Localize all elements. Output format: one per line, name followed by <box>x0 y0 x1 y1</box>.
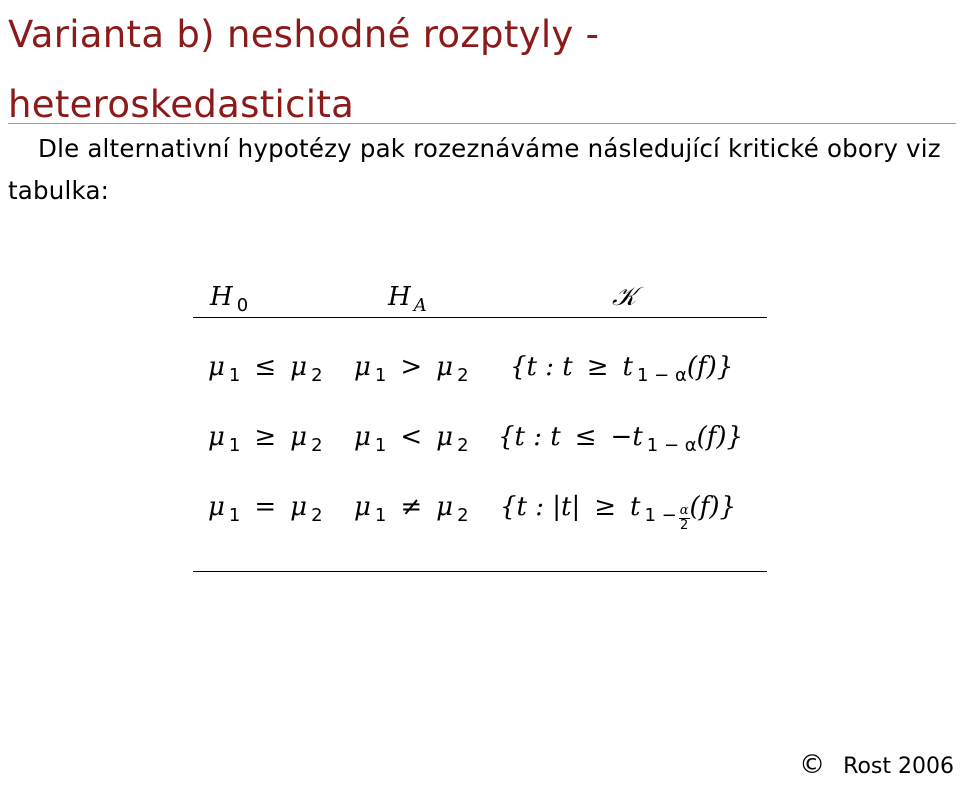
row-1-critical-region: {t : t ≥ t $_{1 - \alpha}$(f)} <box>510 352 734 386</box>
row-2-ha: μ $_1$ < μ $_2$ <box>354 422 469 456</box>
slide-title <box>8 0 599 140</box>
copyright-icon: © <box>799 750 826 780</box>
slide-title-line-1: Varianta b) neshodné rozptyly - <box>8 13 600 56</box>
header-ha: H $_A$ <box>388 282 427 316</box>
row-3-ha: μ $_1$ ≠ μ $_2$ <box>354 492 469 526</box>
intro-paragraph: Dle alternativní hypotézy pak rozeznáváme následující kritické obory viz tabulka: <box>8 134 941 205</box>
row-2-h0: μ $_1$ ≥ μ $_2$ <box>208 422 323 456</box>
table-bottom-rule <box>193 571 767 572</box>
header-h0: H $_0$ <box>210 282 249 316</box>
alpha-half-fraction: $\frac{\alpha}{2}$ <box>679 503 689 533</box>
row-1-h0: μ $_1$ ≤ μ $_2$ <box>208 352 323 386</box>
row-3-critical-region: {t : |t| ≥ t $_{1 -}$ $\frac{\alpha}{2}$ (f)} <box>500 492 736 533</box>
copyright-text: Rost 2006 <box>843 754 954 779</box>
header-critical-region: 𝒦 <box>612 282 637 312</box>
copyright-footer <box>799 750 954 780</box>
row-1-ha: μ $_1$ > μ $_2$ <box>354 352 469 386</box>
row-3-h0: μ $_1$ = μ $_2$ <box>208 492 323 526</box>
row-2-critical-region: {t : t ≤ −t $_{1 - \alpha}$(f)} <box>498 422 744 456</box>
title-divider <box>8 123 956 124</box>
slide-title-line-2: heteroskedasticita <box>8 83 355 126</box>
table-header-rule <box>193 317 767 318</box>
